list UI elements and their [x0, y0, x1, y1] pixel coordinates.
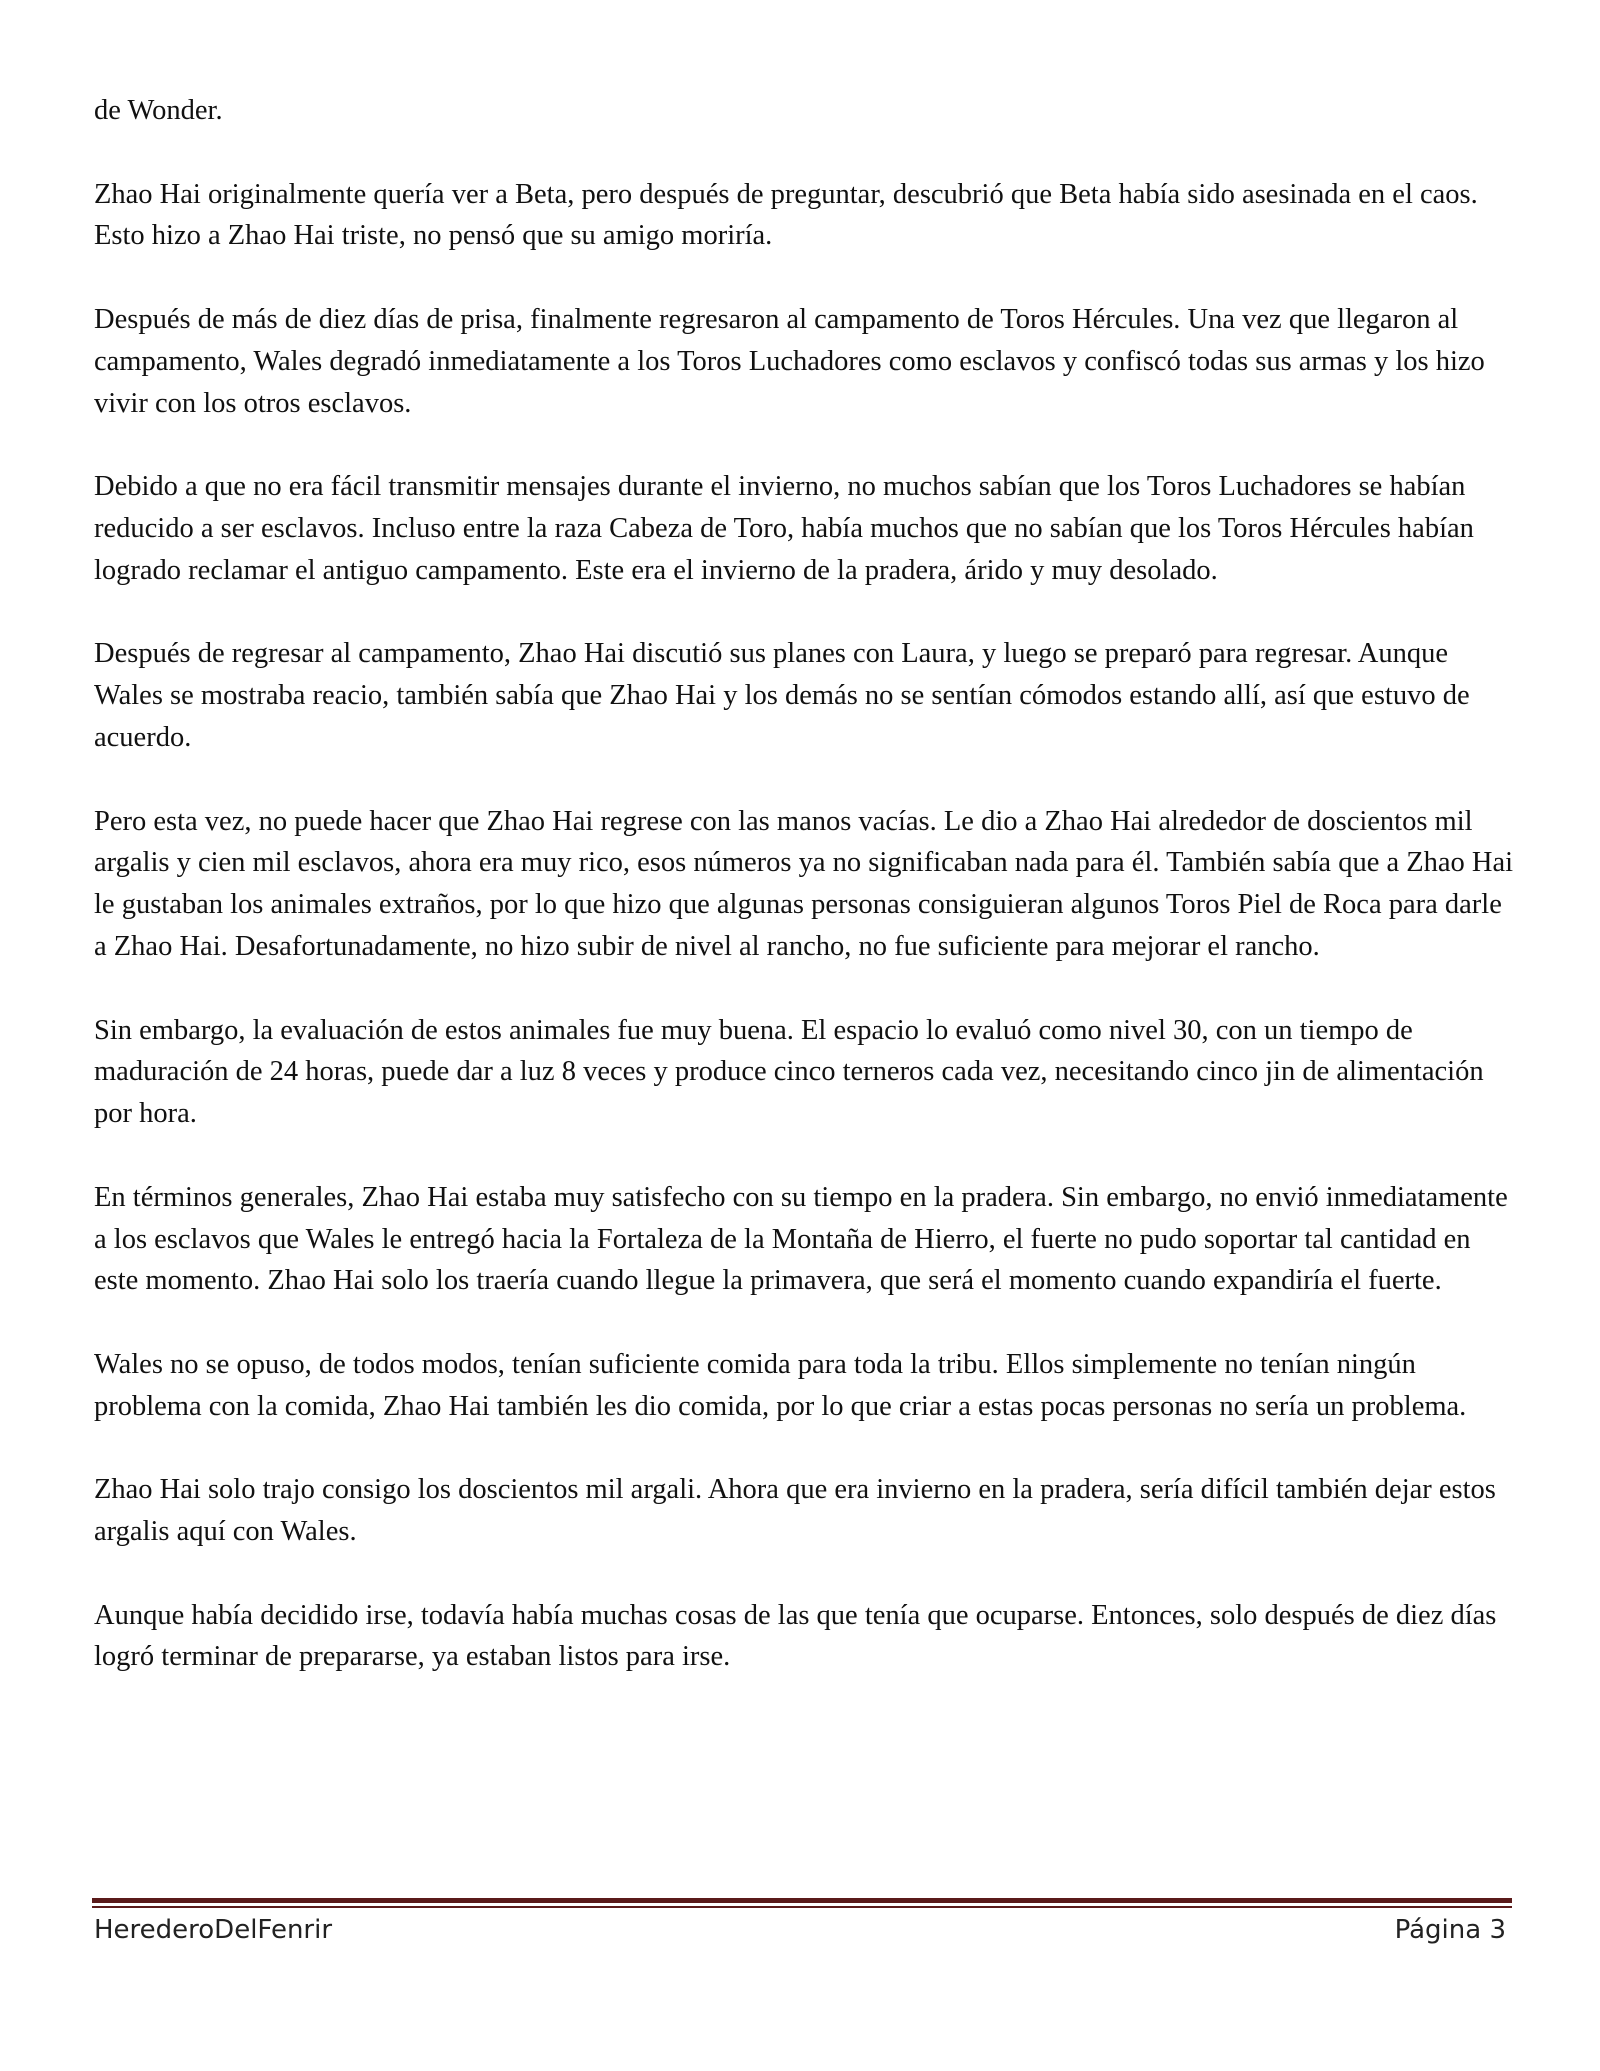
paragraph-7: Sin embargo, la evaluación de estos animales fue muy buena. El espacio lo evaluó como nivel 30, con un tiempo de maduración de 24 horas, puede dar a luz 8 veces y produce cinco terneros cada vez, necesitando cinco jin de alimentación por hora. [94, 1014, 1484, 1130]
document-body [94, 90, 1514, 1720]
paragraph-4: Debido a que no era fácil transmitir mensajes durante el invierno, no muchos sabían que los Toros Luchadores se habían reducido a ser esclavos. Incluso entre la raza Cabeza de Toro, había muchos que no sabían que los Toros Hércules habían logrado reclamar el antiguo campamento. Este era el invierno de la pradera, árido y muy desolado. [94, 471, 1474, 586]
footer-page-number: Página 3 [1394, 1915, 1506, 1945]
footer-rule-thin [92, 1906, 1512, 1908]
footer-rule-thick [92, 1898, 1512, 1903]
paragraph-5: Después de regresar al campamento, Zhao Hai discutió sus planes con Laura, y luego se preparó para regresar. Aunque Wales se mostraba reacio, también sabía que Zhao Hai y los demás no se sentían cómodos estando allí, así que estuvo de acuerdo. [94, 638, 1470, 753]
footer-author: HerederoDelFenrir [94, 1915, 333, 1945]
paragraph-10: Zhao Hai solo trajo consigo los doscientos mil argali. Ahora que era invierno en la pradera, sería difícil también dejar estos argalis aquí con Wales. [94, 1474, 1496, 1548]
paragraph-3: Después de más de diez días de prisa, finalmente regresaron al campamento de Toros Hércules. Una vez que llegaron al campamento, Wales degradó inmediatamente a los Toros Luchadores como esclavos y confiscó todas sus armas y los hizo vivir con los otros esclavos. [94, 303, 1485, 419]
paragraph-2: Zhao Hai originalmente quería ver a Beta, pero después de preguntar, descubrió que Beta había sido asesinada en el caos. Esto hizo a Zhao Hai triste, no pensó que su amigo moriría. [94, 178, 1478, 252]
paragraph-11: Aunque había decidido irse, todavía había muchas cosas de las que tenía que ocuparse. Entonces, solo después de diez días logró terminar de prepararse, ya estaban listos para irse. [94, 1599, 1497, 1673]
paragraph-1: de Wonder. [94, 95, 223, 126]
paragraph-8: En términos generales, Zhao Hai estaba muy satisfecho con su tiempo en la pradera. Sin embargo, no envió inmediatamente a los esclavos que Wales le entregó hacia la Fortaleza de la Montaña de Hierro, el fuerte no pudo soportar tal cantidad en este momento. Zhao Hai solo los traería cuando llegue la primavera, que será el momento cuando expandiría el fuerte. [94, 1181, 1508, 1297]
paragraph-6: Pero esta vez, no puede hacer que Zhao Hai regrese con las manos vacías. Le dio a Zhao Hai alrededor de doscientos mil argalis y cien mil esclavos, ahora era muy rico, esos números ya no significaban nada para él. También sabía que a Zhao Hai le gustaban los animales extraños, por lo que hizo que algunas personas consiguieran algunos Toros Piel de Roca para darle a Zhao Hai. Desafortunadamente, no hizo subir de nivel al rancho, no fue suficiente para mejorar el rancho. [94, 805, 1514, 962]
paragraph-9: Wales no se opuso, de todos modos, tenían suficiente comida para toda la tribu. Ellos simplemente no tenían ningún problema con la comida, Zhao Hai también les dio comida, por lo que criar a estas pocas personas no sería un problema. [94, 1348, 1467, 1422]
